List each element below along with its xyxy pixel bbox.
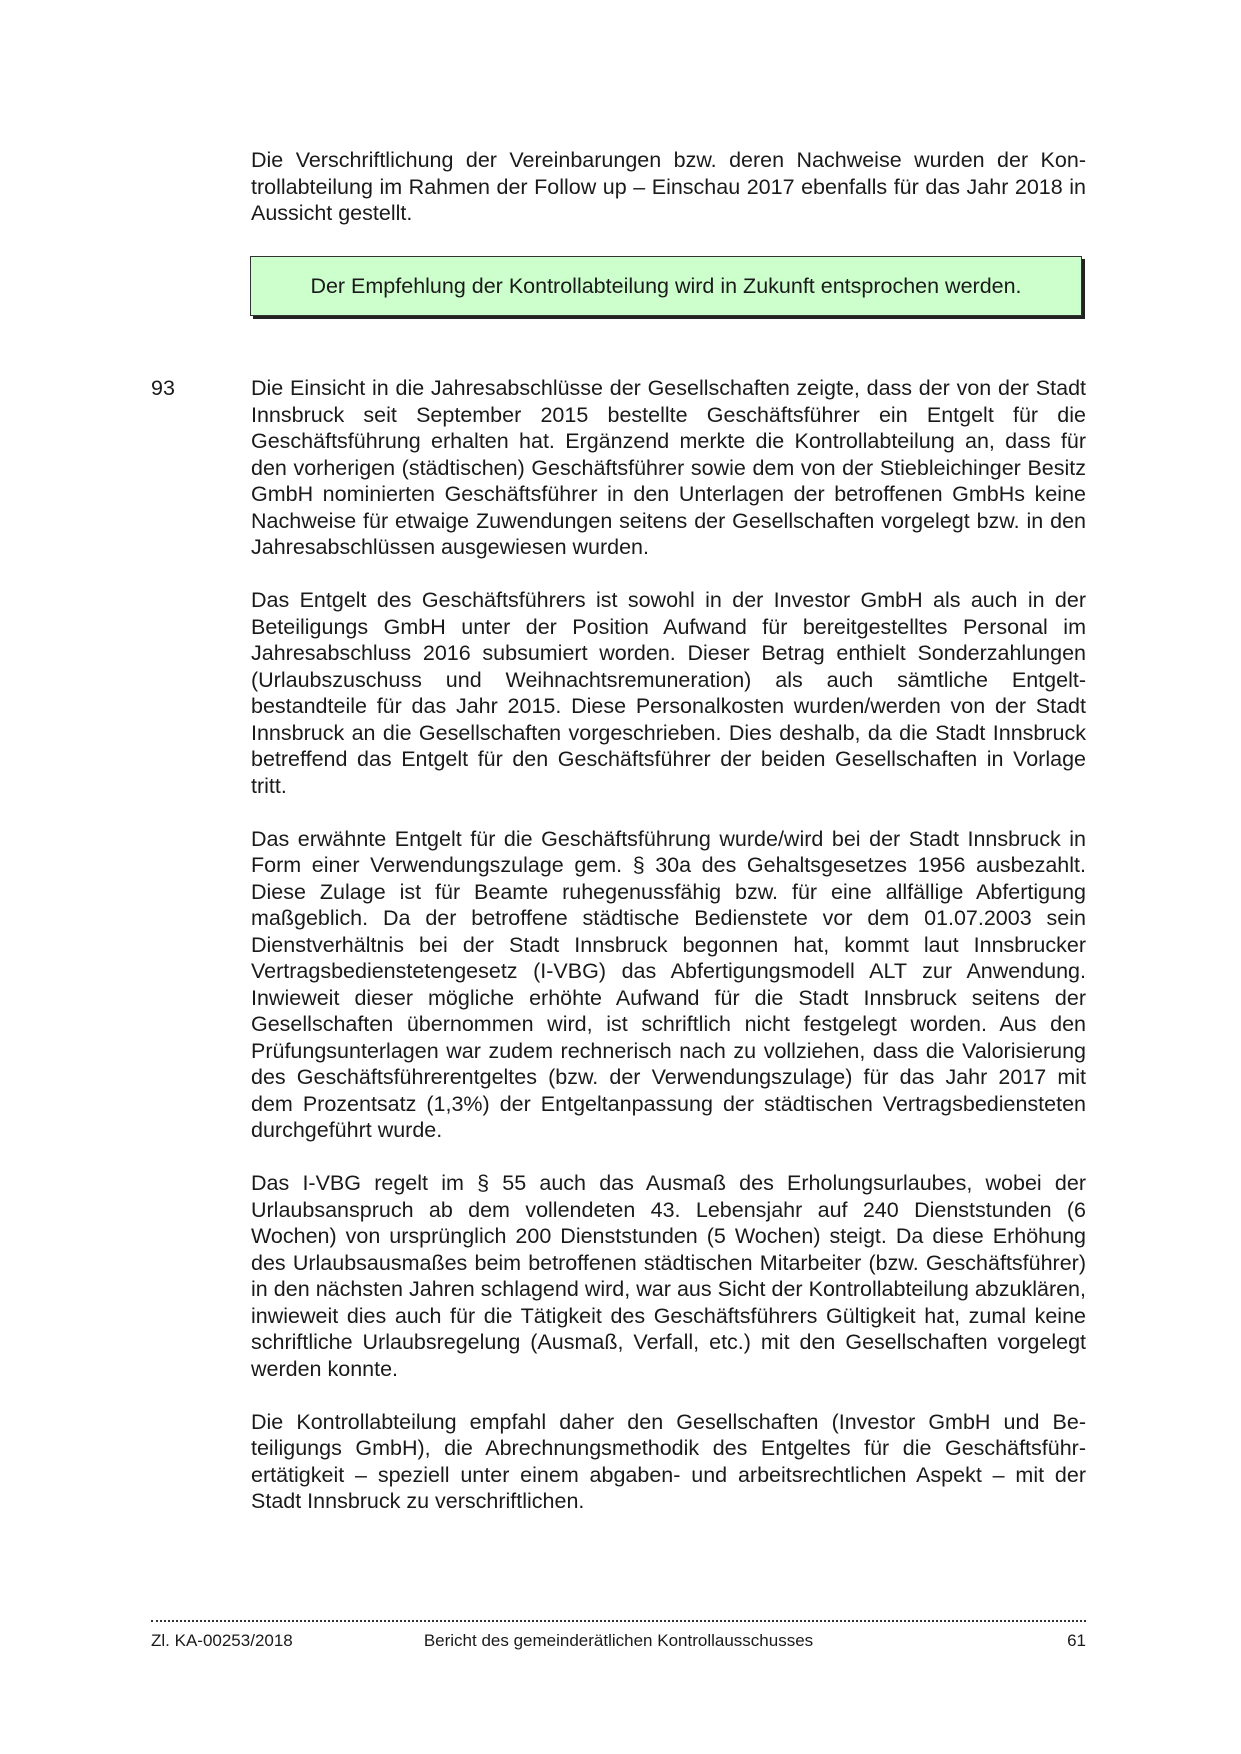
- section-paragraph: Die Kontrollabteilung empfahl daher den Gesellschaften (Investor GmbH und Beteiligungs GmbH), die Abrechnungsmethodik des Entgeltes für die Geschäftsführertätigkeit – speziell unter einem abgaben- und arbeitsrechtlichen Aspekt – mit der Stadt Innsbruck zu verschriftlichen.: [251, 1409, 1086, 1513]
- recommendation-box: Der Empfehlung der Kontrollabteilung wird in Zukunft entsprochen werden.: [250, 256, 1082, 316]
- document-reference: Zl. KA-00253/2018: [151, 1631, 293, 1650]
- section-paragraph: Das erwähnte Entgelt für die Geschäftsführung wurde/wird bei der Stadt Innsbruck in Form einer Verwendungszulage gem. § 30a des Gehaltsgesetzes 1956 ausbezahlt. Diese Zulage ist für Beamte ruhegenussfähig bzw. für eine allfällige Abfertigung maßgeblich. Da der betroffene städtische Bedienstete vor dem 01.07.2003 sein Dienstverhältnis bei der Stadt Innsbruck begonnen hat, kommt laut Innsbrucker Vertragsbedienstetengesetz (I-VBG) das Abfertigungsmodell ALT zur Anwendung. Inwieweit dieser mögliche erhöhte Aufwand für die Stadt Innsbruck seitens der Gesellschaften übernommen wird, ist schriftlich nicht festgelegt worden. Aus den Prüfungsunterlagen war zudem rechnerisch nach zu vollziehen, dass die Valorisierung des Geschäftsführerentgeltes (bzw. der Verwendungszulage) für das Jahr 2017 mit dem Prozentsatz (1,3%) der Entgeltanpassung der städtischen Vertragsbediensteten durchgeführt wurde.: [251, 826, 1086, 1142]
- section-paragraph: Die Einsicht in die Jahresabschlüsse der Gesellschaften zeigte, dass der von der Stadt Innsbruck seit September 2015 bestellte Geschäftsführer ein Entgelt für die Geschäftsführung erhalten hat. Ergänzend merkte die Kontrollabteilung an, dass für den vorherigen (städtischen) Geschäftsführer sowie dem von der Stiebleichinger Besitz GmbH nominierten Geschäftsführer in den Unterlagen der betroffenen GmbHs keine Nachweise für etwaige Zuwendungen seitens der Gesellschaften vorgelegt bzw. in den Jahresabschlüssen ausgewiesen wurden.: [251, 376, 1086, 559]
- footer-divider: [151, 1620, 1086, 1622]
- page-footer: [151, 1630, 1086, 1652]
- section-paragraph: Das Entgelt des Geschäftsführers ist sowohl in der Investor GmbH als auch in der Beteiligungs GmbH unter der Position Aufwand für bereitgestelltes Personal im Jahresabschluss 2016 subsumiert worden. Dieser Betrag enthielt Sonderzahlungen (Urlaubszuschuss und Weihnachtsremuneration) als auch sämtliche Entgeltbestandteile für das Jahr 2015. Diese Personalkosten wurden/werden von der Stadt Innsbruck an die Gesellschaften vorgeschrieben. Dies deshalb, da die Stadt Innsbruck betreffend das Entgelt für den Geschäftsführer der beiden Gesellschaften in Vorlage tritt.: [251, 588, 1086, 798]
- intro-paragraph: Die Verschriftlichung der Vereinbarungen bzw. deren Nachweise wurden der Kontrollabteilung im Rahmen der Follow up – Einschau 2017 ebenfalls für das Jahr 2018 in Aussicht gestellt.: [251, 148, 1086, 225]
- section-paragraph: Das I-VBG regelt im § 55 auch das Ausmaß des Erholungsurlaubes, wobei der Urlaubsanspruch ab dem vollendeten 43. Lebensjahr auf 240 Dienststunden (6 Wochen) von ursprünglich 200 Dienststunden (5 Wochen) steigt. Da diese Erhöhung des Urlaubsausmaßes beim betroffenen städtischen Mitarbeiter (bzw. Geschäftsführer) in den nächsten Jahren schlagend wird, war aus Sicht der Kontrollabteilung abzuklären, inwieweit dies auch für die Tätigkeit des Geschäftsführers Gültigkeit hat, zumal keine schriftliche Urlaubsregelung (Ausmaß, Verfall, etc.) mit den Gesellschaften vorgelegt werden konnte.: [251, 1171, 1086, 1381]
- section-number: 93: [151, 376, 175, 400]
- page-number: 61: [1067, 1631, 1086, 1650]
- report-title: Bericht des gemeinderätlichen Kontrollausschusses: [423, 1631, 814, 1650]
- section-body: [251, 375, 1086, 1541]
